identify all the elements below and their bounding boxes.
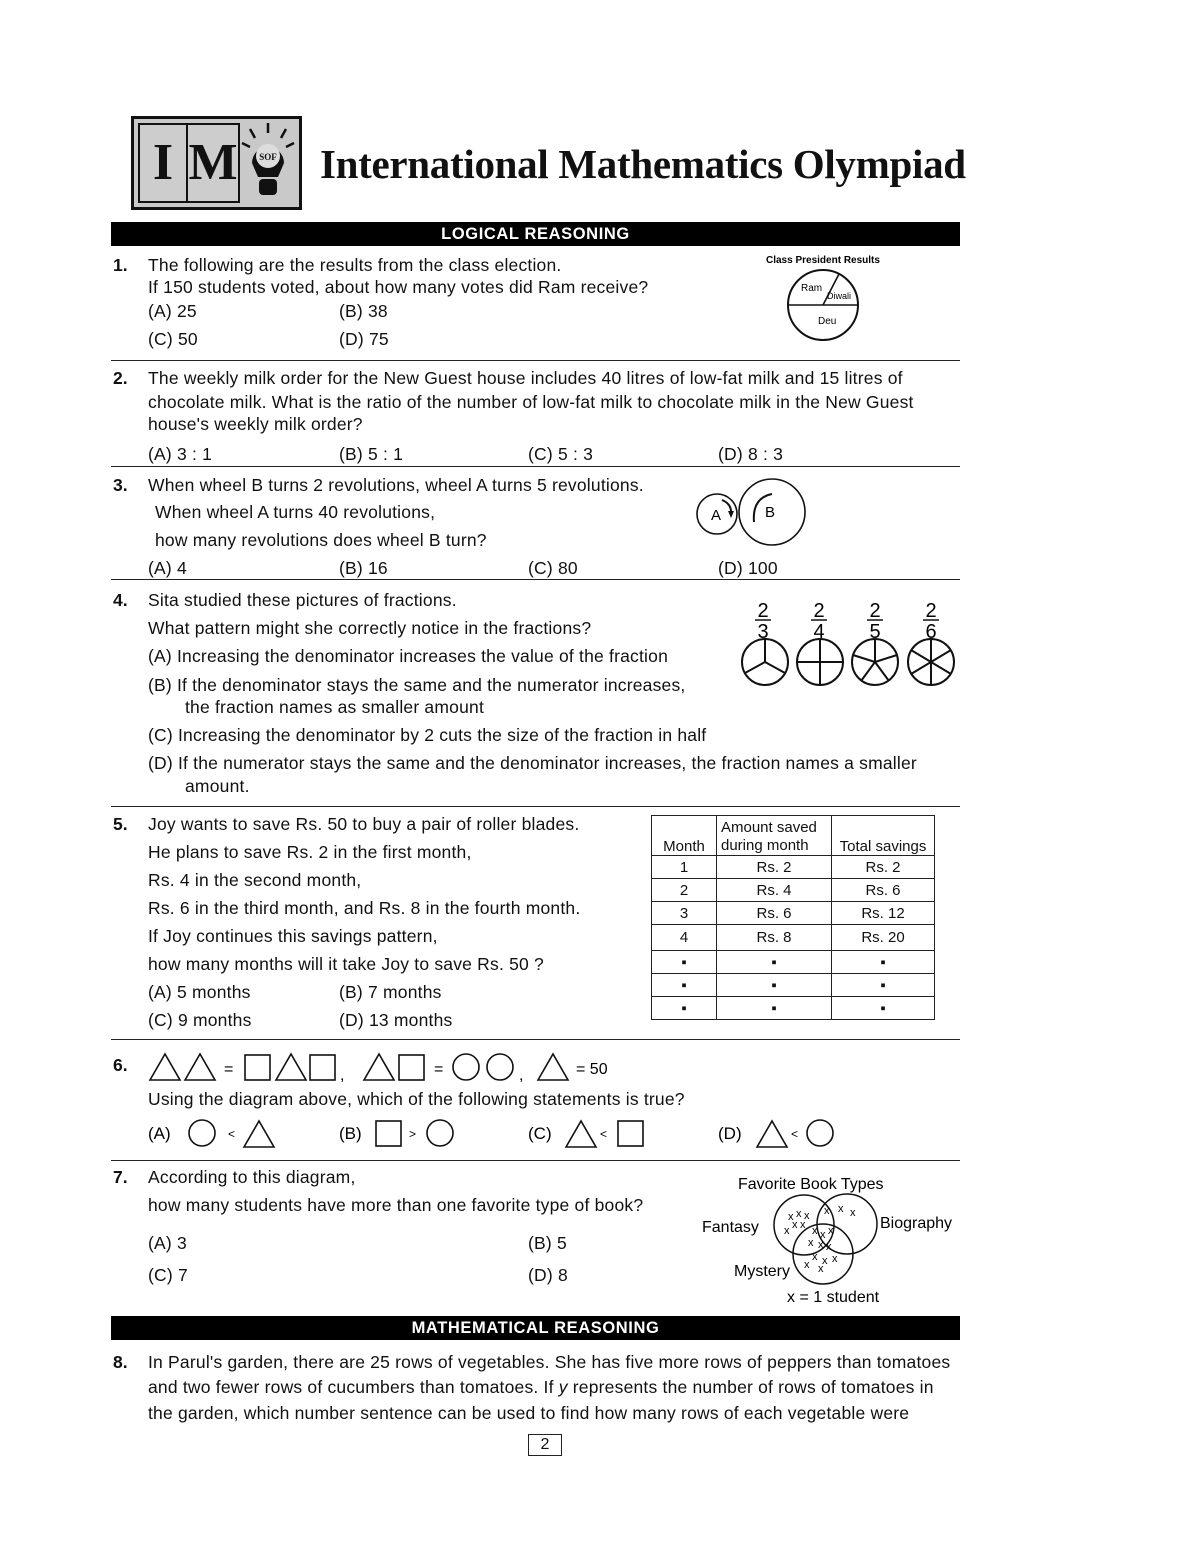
- imo-logo: [131, 116, 302, 210]
- table-row: [652, 925, 935, 951]
- table-header: Total savings: [832, 816, 935, 856]
- equals-sign: =: [224, 1061, 234, 1078]
- divider: [111, 579, 960, 580]
- q1-pie-chart: [760, 252, 890, 352]
- q8-number: 8.: [113, 1352, 128, 1372]
- table-cell: Rs. 4: [717, 879, 832, 902]
- q7-number: 7.: [113, 1167, 128, 1187]
- q2-option-c: (C) 5 : 3: [528, 444, 594, 464]
- q3-option-c: (C) 80: [528, 558, 578, 578]
- logo-letter-m: M: [186, 123, 240, 203]
- q5-line: Rs. 6 in the third month, and Rs. 8 in the fourth month.: [148, 898, 581, 918]
- section-mathematical-reasoning: MATHEMATICAL REASONING: [111, 1316, 960, 1340]
- q3-line2: When wheel A turns 40 revolutions,: [155, 502, 436, 522]
- logo-letter-i: I: [138, 123, 188, 203]
- q3-option-a: (A) 4: [148, 558, 187, 578]
- q3-line1: When wheel B turns 2 revolutions, wheel A turns 5 revolutions.: [148, 475, 644, 495]
- fraction-numerator: 2: [869, 600, 881, 622]
- venn-student-mark: x: [818, 1239, 824, 1251]
- less-than: <: [600, 1127, 608, 1141]
- table-cell: Rs. 12: [832, 902, 935, 925]
- wheel-a-arrowhead: [728, 511, 734, 518]
- table-cell: 2: [652, 879, 717, 902]
- q6-option-b-label: (B): [339, 1124, 362, 1143]
- q4-fraction-circles: [735, 598, 965, 690]
- q7-option-c: (C) 7: [148, 1265, 188, 1285]
- q3-wheels-diagram: [694, 478, 810, 544]
- table-row: [652, 997, 935, 1020]
- circle-icon: [453, 1054, 479, 1080]
- divider: [111, 466, 960, 467]
- less-than: <: [791, 1127, 799, 1141]
- table-cell: Rs. 2: [832, 856, 935, 879]
- venn-label-biography: Biography: [880, 1215, 953, 1232]
- q6-options: [148, 1116, 848, 1152]
- table-header: [717, 816, 832, 856]
- table-row: [652, 951, 935, 974]
- q1-option-d: (D) 75: [339, 329, 389, 349]
- q7-line1: According to this diagram,: [148, 1167, 356, 1187]
- q2-option-d: (D) 8 : 3: [718, 444, 784, 464]
- venn-student-mark: x: [804, 1259, 810, 1271]
- divider: [111, 1039, 960, 1040]
- q7-venn-diagram: [700, 1172, 962, 1308]
- circle-icon: [487, 1054, 513, 1080]
- table-row: [652, 856, 935, 879]
- venn-label-fantasy: Fantasy: [702, 1219, 759, 1236]
- q5-line: He plans to save Rs. 2 in the first month,: [148, 842, 472, 862]
- q6-shape-equations: [148, 1050, 628, 1086]
- q4-line2: What pattern might she correctly notice in the fractions?: [148, 618, 592, 638]
- venn-student-mark: x: [838, 1203, 844, 1215]
- venn-student-mark: x: [850, 1207, 856, 1219]
- triangle-icon: [538, 1054, 568, 1080]
- venn-student-mark: x: [792, 1219, 798, 1231]
- venn-student-mark: x: [808, 1237, 814, 1249]
- wheel-a-label: A: [711, 507, 722, 524]
- table-cell: ▪: [652, 974, 717, 997]
- table-cell: 3: [652, 902, 717, 925]
- q3-line3: how many revolutions does wheel B turn?: [155, 530, 487, 550]
- q2-option-b: (B) 5 : 1: [339, 444, 404, 464]
- q2-option-a: (A) 3 : 1: [148, 444, 213, 464]
- circle-icon: [427, 1120, 453, 1146]
- q5-line: If Joy continues this savings pattern,: [148, 926, 438, 946]
- page-number: 2: [528, 1434, 562, 1456]
- venn-student-mark: x: [788, 1211, 794, 1223]
- table-cell: Rs. 20: [832, 925, 935, 951]
- q7-option-d: (D) 8: [528, 1265, 568, 1285]
- q6-option-a-label: (A): [148, 1124, 171, 1143]
- square-icon: [376, 1121, 401, 1146]
- venn-student-mark: x: [804, 1210, 810, 1222]
- q3-option-b: (B) 16: [339, 558, 388, 578]
- comma: ,: [340, 1067, 345, 1084]
- venn-student-mark: x: [784, 1225, 790, 1237]
- q1-label-diwali: Diwali: [827, 291, 852, 301]
- triangle-icon: [150, 1054, 180, 1080]
- triangle-icon: [757, 1121, 787, 1147]
- wheel-b-label: B: [765, 504, 776, 521]
- venn-student-mark: x: [828, 1225, 834, 1237]
- table-row: [652, 974, 935, 997]
- q1-line2: If 150 students voted, about how many votes did Ram receive?: [148, 277, 649, 297]
- q5-option-b: (B) 7 months: [339, 982, 442, 1002]
- venn-student-mark: x: [822, 1255, 828, 1267]
- greater-than: >: [409, 1127, 417, 1141]
- table-cell: ▪: [832, 974, 935, 997]
- q5-number: 5.: [113, 814, 128, 834]
- table-cell: Rs. 8: [717, 925, 832, 951]
- q6-option-c-label: (C): [528, 1124, 552, 1143]
- square-icon: [618, 1121, 643, 1146]
- venn-student-mark: x: [812, 1225, 818, 1237]
- q1-label-ram: Ram: [801, 283, 823, 294]
- table-header-line: during month: [721, 837, 809, 854]
- fraction-numerator: 2: [925, 600, 937, 622]
- q5-option-c: (C) 9 months: [148, 1010, 252, 1030]
- circle-icon: [189, 1120, 215, 1146]
- table-row: [652, 879, 935, 902]
- venn-label-mystery: Mystery: [734, 1263, 790, 1280]
- q5-savings-table: [651, 815, 935, 1020]
- q5-option-d: (D) 13 months: [339, 1010, 453, 1030]
- venn-student-mark: x: [796, 1208, 802, 1220]
- q2-line3: house's weekly milk order?: [148, 414, 363, 434]
- venn-student-mark: x: [832, 1253, 838, 1265]
- q2-line2: chocolate milk. What is the ratio of the number of low-fat milk to chocolate milk in the New Guest: [148, 392, 914, 412]
- q5-line: Rs. 4 in the second month,: [148, 870, 362, 890]
- q4-number: 4.: [113, 590, 128, 610]
- q4-option-d: (D) If the numerator stays the same and the denominator increases, the fraction names a smaller: [148, 753, 917, 773]
- venn-student-mark: x: [824, 1205, 830, 1217]
- table-cell: Rs. 6: [717, 902, 832, 925]
- venn-student-mark: x: [820, 1229, 826, 1241]
- q3-number: 3.: [113, 475, 128, 495]
- table-cell: ▪: [717, 997, 832, 1020]
- q1-option-b: (B) 38: [339, 301, 388, 321]
- q6-question: Using the diagram above, which of the following statements is true?: [148, 1089, 685, 1109]
- section-logical-reasoning: LOGICAL REASONING: [111, 222, 960, 246]
- table-cell: 1: [652, 856, 717, 879]
- fraction-numerator: 2: [757, 600, 769, 622]
- q4-option-b-cont: the fraction names as smaller amount: [185, 697, 485, 717]
- table-cell: ▪: [652, 997, 717, 1020]
- divider: [111, 360, 960, 361]
- table-cell: Rs. 2: [717, 856, 832, 879]
- triangle-icon: [276, 1054, 306, 1080]
- triangle-icon: [364, 1054, 394, 1080]
- q4-option-b: (B) If the denominator stays the same and the numerator increases,: [148, 675, 686, 695]
- q6-number: 6.: [113, 1055, 128, 1075]
- table-header-line: Amount saved: [721, 819, 817, 836]
- comma: ,: [519, 1067, 524, 1084]
- logo-badge: SOF: [259, 152, 277, 162]
- q5-line: how many months will it take Joy to save Rs. 50 ?: [148, 954, 544, 974]
- fraction-numerator: 2: [813, 600, 825, 622]
- less-than: <: [228, 1127, 236, 1141]
- triangle-icon: [185, 1054, 215, 1080]
- venn-student-mark: x: [818, 1263, 824, 1275]
- q4-option-a: (A) Increasing the denominator increases the value of the fraction: [148, 646, 669, 666]
- q8-line1: In Parul's garden, there are 25 rows of vegetables. She has five more rows of peppers than tomatoes: [148, 1352, 951, 1372]
- fraction-denominator: 6: [925, 621, 937, 643]
- table-cell: 4: [652, 925, 717, 951]
- square-icon: [399, 1055, 424, 1080]
- square-icon: [245, 1055, 270, 1080]
- q5-option-a: (A) 5 months: [148, 982, 251, 1002]
- q3-option-d: (D) 100: [718, 558, 778, 578]
- q1-chart-title: Class President Results: [766, 255, 880, 266]
- venn-key: x = 1 student: [787, 1289, 880, 1306]
- equals-sign: =: [434, 1061, 444, 1078]
- triangle-icon: [244, 1121, 274, 1147]
- lightbulb-icon: [240, 121, 296, 203]
- fraction-denominator: 3: [757, 621, 769, 643]
- q5-line: Joy wants to save Rs. 50 to buy a pair of roller blades.: [148, 814, 580, 834]
- table-cell: Rs. 6: [832, 879, 935, 902]
- venn-student-mark: x: [800, 1219, 806, 1231]
- q7-option-b: (B) 5: [528, 1233, 567, 1253]
- q4-option-d-cont: amount.: [185, 776, 250, 796]
- table-cell: ▪: [832, 997, 935, 1020]
- circle-icon: [807, 1120, 833, 1146]
- q8-line3: the garden, which number sentence can be used to find how many rows of each vegetable were: [148, 1403, 910, 1423]
- fraction-denominator: 5: [869, 621, 881, 643]
- venn-student-mark: x: [826, 1241, 832, 1253]
- table-cell: ▪: [652, 951, 717, 974]
- divider: [111, 1160, 960, 1161]
- q7-line2: how many students have more than one favorite type of book?: [148, 1195, 644, 1215]
- q1-option-c: (C) 50: [148, 329, 198, 349]
- table-row: [652, 902, 935, 925]
- table-cell: ▪: [717, 974, 832, 997]
- q1-label-deu: Deu: [818, 316, 837, 327]
- q8-line2: [148, 1376, 934, 1398]
- q1-line1: The following are the results from the class election.: [148, 255, 562, 275]
- q8-variable: y: [558, 1377, 568, 1397]
- triangle-icon: [566, 1121, 596, 1147]
- table-header: Month: [652, 816, 717, 856]
- q6-value: = 50: [576, 1061, 608, 1078]
- q6-option-d-label: (D): [718, 1124, 742, 1143]
- venn-student-mark: x: [812, 1251, 818, 1263]
- q2-number: 2.: [113, 368, 128, 388]
- venn-title: Favorite Book Types: [738, 1176, 884, 1193]
- divider: [111, 806, 960, 807]
- q1-option-a: (A) 25: [148, 301, 197, 321]
- q2-line1: The weekly milk order for the New Guest house includes 40 litres of low-fat milk and 15 litres of: [148, 368, 903, 388]
- q4-option-c: (C) Increasing the denominator by 2 cuts the size of the fraction in half: [148, 725, 707, 745]
- q7-option-a: (A) 3: [148, 1233, 187, 1253]
- square-icon: [310, 1055, 335, 1080]
- table-cell: ▪: [717, 951, 832, 974]
- table-cell: ▪: [832, 951, 935, 974]
- q4-line1: Sita studied these pictures of fractions.: [148, 590, 457, 610]
- q1-number: 1.: [113, 255, 128, 275]
- fraction-denominator: 4: [813, 621, 825, 643]
- q8-line2-start: and two fewer rows of cucumbers than tomatoes. If: [148, 1377, 559, 1397]
- page-title: International Mathematics Olympiad: [320, 141, 966, 187]
- q8-line2-end: represents the number of rows of tomatoes in: [567, 1377, 934, 1397]
